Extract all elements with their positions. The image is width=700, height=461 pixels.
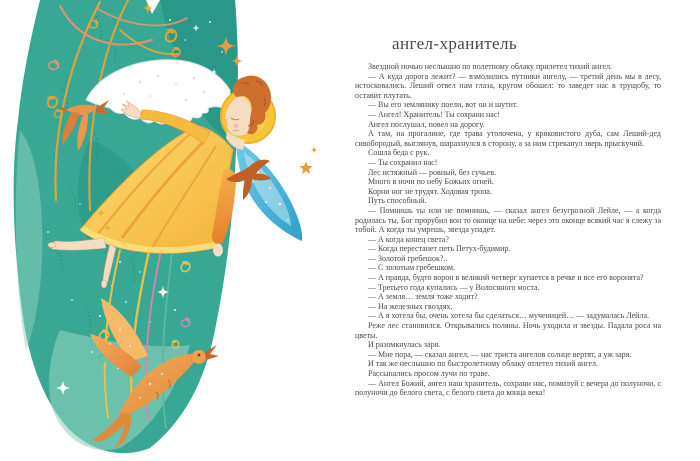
story-paragraph: — А я хотела бы, очень хотела бы сделаться… мученицей… — задумалась Лейла. — [368, 311, 649, 321]
story-paragraph: — Золотой гребешок?.. — [368, 253, 448, 263]
story-paragraph: Звездной ночью неслышно по полетному облаку прилетел тихий ангел. — [368, 62, 613, 71]
story-paragraph: — Вы его землянику поели, вот он и шутит. — [368, 100, 518, 110]
story-paragraph: Сошла беда с рук. — [368, 148, 430, 158]
story-paragraph: Лес истяжный — ровный, без сучьев. — [368, 167, 496, 177]
story-paragraph: И так же неслышно по быстролетному облаку отлетел тихий ангел. — [368, 359, 599, 369]
story-paragraph: Ангел послушал, повел на дорогу. — [368, 119, 485, 129]
story-paragraph: — А куда дорога лежит? — взмолились путники ангелу, — третий день мы в лесу, истосковались. Леший отвел нам глаза, кругом обошел: то заведет нас в трущобу, то оставит плутать. — [355, 71, 661, 100]
story-paragraph: — С золотым гребешком. — [368, 263, 456, 273]
right-page — [350, 0, 700, 461]
story-paragraph: Много в ночи по небу Божьих огней. — [368, 177, 494, 187]
story-paragraph: Реже лес становился. Открывались поляны. Ночь уходила и звезды. Падала роса на цветы. — [355, 321, 661, 340]
story-paragraph: Рассыпались просом лучи по траве. — [368, 369, 490, 378]
story-paragraph: А там, на прогалине, где трава утолочена, у кряковистого дуба, сам Леший-дед сивобородый, выглянув, шарахнулся в сторону, а за ним стреканул зверь прыскучий. — [355, 129, 661, 148]
story-paragraph: — Помнишь ты или не помнишь, — сказал ангел безугрозной Лейле, — а когда родилась ты, Бог прорубил вон то оконце на небе: через это оконце всякий час я слежу за тобой. А когда ты умрешь, звезда упадет. — [355, 205, 661, 235]
story-paragraph: — Ты сохранил нас! — [368, 157, 438, 167]
story-paragraph: Путь способный. — [368, 196, 427, 206]
story-paragraph: — Ангел Божий, ангел наш хранитель, сохрани нас, помилуй с вечера до полуночи, с полуночи до белого света, с белого света до конца века! — [355, 378, 661, 398]
story-paragraph: — Ангел! Хранитель! Ты сохрани нас! — [368, 109, 501, 119]
story-paragraph: Корни ног не трудят. Ходовая тропа. — [368, 186, 492, 196]
story-paragraph: И разомкнулась заря. — [368, 340, 441, 350]
story-paragraph: — А земля… земля тоже ходит? — [368, 292, 478, 302]
story-text — [355, 62, 661, 398]
story-paragraph: — Когда перестанет петь Петух-будимир. — [368, 244, 511, 254]
story-paragraph: — Третьего года купались — у Волосяного моста. — [368, 282, 540, 292]
story-paragraph: — А когда конец света? — [368, 234, 449, 244]
story-paragraph: — Мне пора, — сказал ангел, — нас триста ангелов солнце вертят, а уж заря. — [368, 349, 632, 359]
story-paragraph: — А правда, будто ворон в великий четверг купается в речке и все его воронята? — [368, 273, 644, 283]
story-paragraph: — На железных гвоздях. — [368, 301, 453, 311]
story-title: ангел-хранитель — [392, 34, 518, 53]
